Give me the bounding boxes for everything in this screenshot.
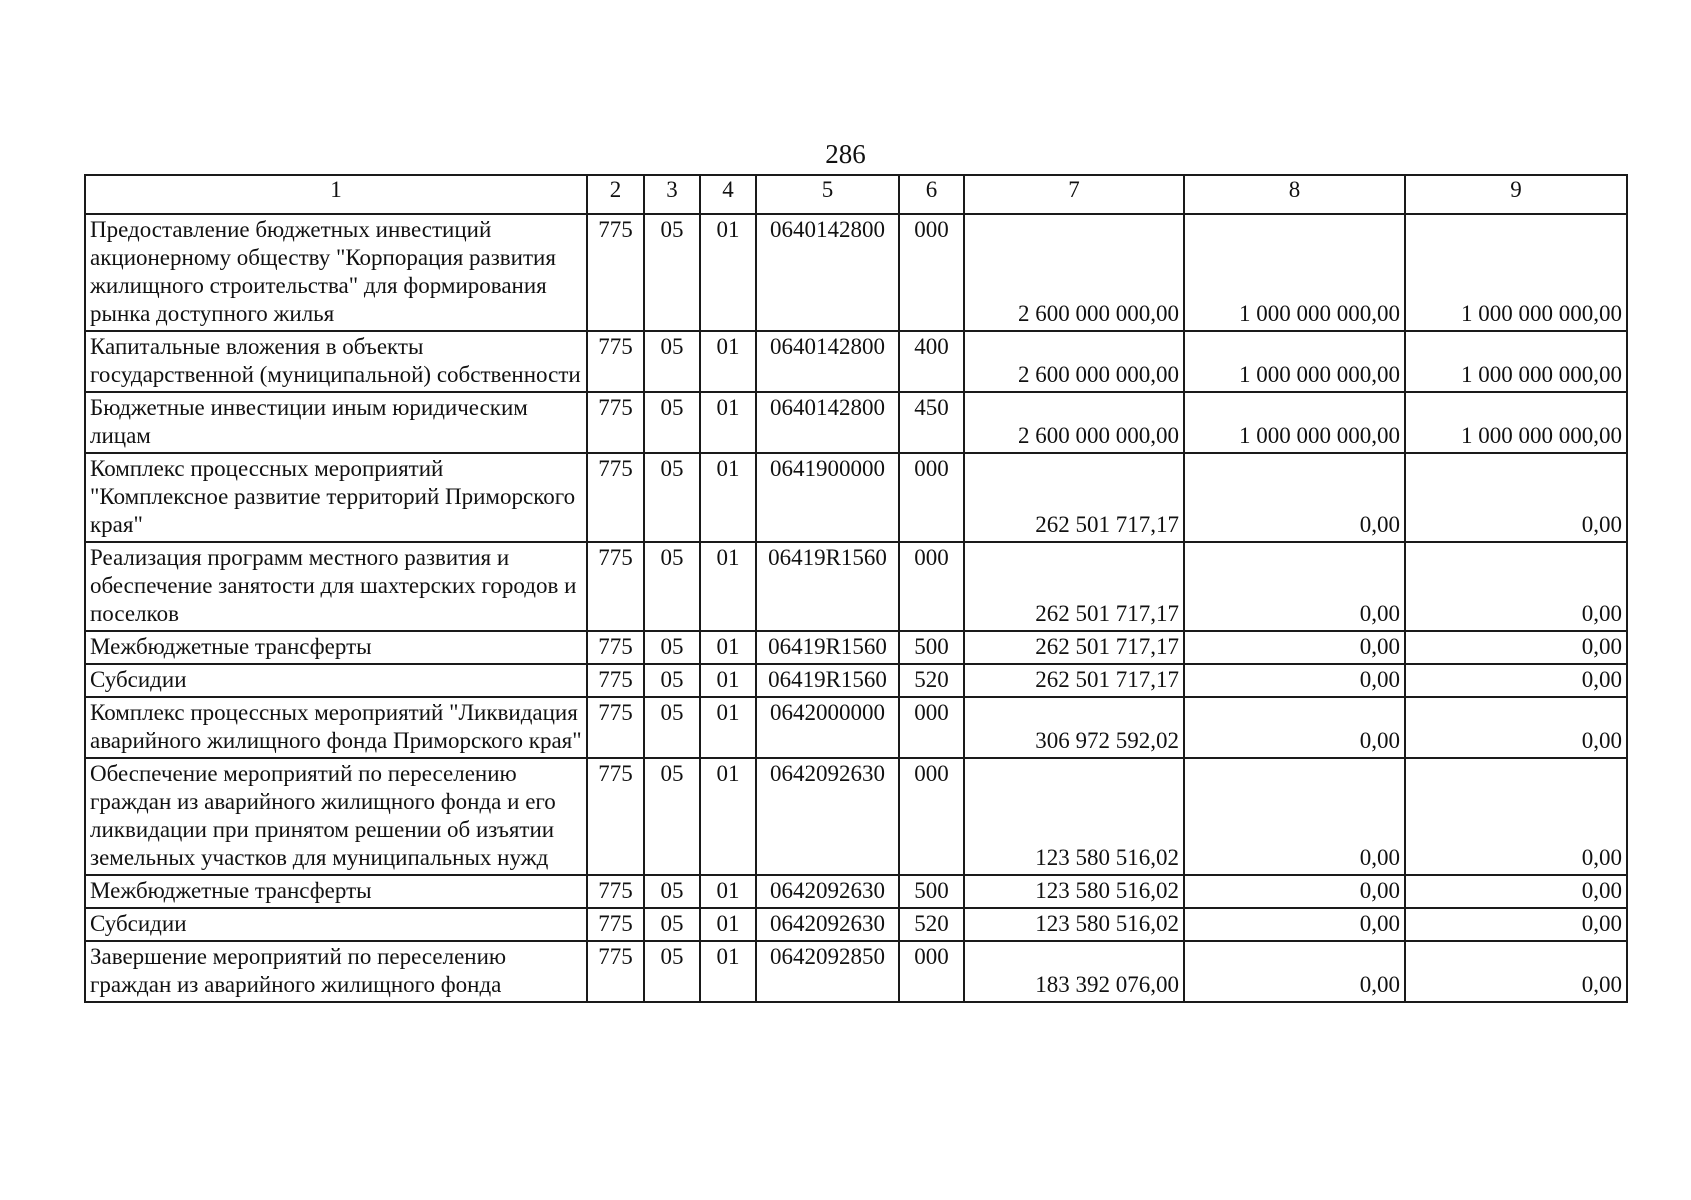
ministry-code: 775: [587, 453, 644, 542]
expense-type-code: 000: [899, 542, 964, 631]
row-description: Межбюджетные трансферты: [85, 631, 587, 664]
header-col-9: 9: [1405, 175, 1627, 214]
row-description: Бюджетные инвестиции иным юридическим лицам: [85, 392, 587, 453]
subsection-code: 01: [700, 631, 756, 664]
amount-col-9: 0,00: [1405, 875, 1627, 908]
header-col-1: 1: [85, 175, 587, 214]
table-row: [85, 392, 1627, 453]
target-article-code: 0641900000: [756, 453, 899, 542]
row-description: Комплекс процессных мероприятий "Ликвидация аварийного жилищного фонда Приморского края": [85, 697, 587, 758]
ministry-code: 775: [587, 392, 644, 453]
table-row: [85, 331, 1627, 392]
row-description: Капитальные вложения в объекты государственной (муниципальной) собственности: [85, 331, 587, 392]
page-number: 286: [825, 139, 866, 169]
row-description: Субсидии: [85, 908, 587, 941]
table-row: [85, 664, 1627, 697]
ministry-code: 775: [587, 214, 644, 331]
section-code: 05: [644, 941, 700, 1002]
expense-type-code: 000: [899, 214, 964, 331]
amount-col-9: 0,00: [1405, 453, 1627, 542]
target-article-code: 06419R1560: [756, 631, 899, 664]
section-code: 05: [644, 542, 700, 631]
amount-col-7: 2 600 000 000,00: [964, 392, 1184, 453]
row-description: Комплекс процессных мероприятий "Комплексное развитие территорий Приморского края": [85, 453, 587, 542]
table-row: [85, 697, 1627, 758]
amount-col-7: 262 501 717,17: [964, 631, 1184, 664]
amount-col-8: 0,00: [1184, 941, 1405, 1002]
amount-col-9: 1 000 000 000,00: [1405, 392, 1627, 453]
section-code: 05: [644, 453, 700, 542]
amount-col-7: 262 501 717,17: [964, 453, 1184, 542]
expense-type-code: 450: [899, 392, 964, 453]
ministry-code: 775: [587, 542, 644, 631]
section-code: 05: [644, 697, 700, 758]
row-description: Обеспечение мероприятий по переселению граждан из аварийного жилищного фонда и его ликвидации при принятом решении об изъятии земельных участков для муниципальных нужд: [85, 758, 587, 875]
subsection-code: 01: [700, 758, 756, 875]
ministry-code: 775: [587, 331, 644, 392]
table-row: [85, 875, 1627, 908]
amount-col-9: 0,00: [1405, 941, 1627, 1002]
amount-col-7: 2 600 000 000,00: [964, 214, 1184, 331]
table-row: [85, 631, 1627, 664]
ministry-code: 775: [587, 664, 644, 697]
table-row: [85, 542, 1627, 631]
header-col-6: 6: [899, 175, 964, 214]
header-col-3: 3: [644, 175, 700, 214]
expense-type-code: 000: [899, 758, 964, 875]
amount-col-9: 1 000 000 000,00: [1405, 214, 1627, 331]
target-article-code: 0642092630: [756, 875, 899, 908]
amount-col-8: 0,00: [1184, 697, 1405, 758]
table-row: [85, 758, 1627, 875]
header-col-5: 5: [756, 175, 899, 214]
subsection-code: 01: [700, 542, 756, 631]
amount-col-7: 123 580 516,02: [964, 875, 1184, 908]
amount-col-7: 183 392 076,00: [964, 941, 1184, 1002]
subsection-code: 01: [700, 697, 756, 758]
table-row: [85, 214, 1627, 331]
amount-col-8: 0,00: [1184, 453, 1405, 542]
ministry-code: 775: [587, 941, 644, 1002]
header-row: [85, 175, 1627, 214]
amount-col-7: 306 972 592,02: [964, 697, 1184, 758]
target-article-code: 06419R1560: [756, 664, 899, 697]
target-article-code: 06419R1560: [756, 542, 899, 631]
target-article-code: 0640142800: [756, 331, 899, 392]
target-article-code: 0642092630: [756, 908, 899, 941]
amount-col-7: 262 501 717,17: [964, 664, 1184, 697]
section-code: 05: [644, 908, 700, 941]
subsection-code: 01: [700, 908, 756, 941]
amount-col-9: 0,00: [1405, 697, 1627, 758]
target-article-code: 0640142800: [756, 214, 899, 331]
section-code: 05: [644, 664, 700, 697]
row-description: Межбюджетные трансферты: [85, 875, 587, 908]
amount-col-8: 1 000 000 000,00: [1184, 331, 1405, 392]
expense-type-code: 520: [899, 664, 964, 697]
table-row: [85, 908, 1627, 941]
expense-type-code: 000: [899, 697, 964, 758]
amount-col-8: 0,00: [1184, 664, 1405, 697]
amount-col-8: 0,00: [1184, 875, 1405, 908]
amount-col-8: 1 000 000 000,00: [1184, 214, 1405, 331]
target-article-code: 0640142800: [756, 392, 899, 453]
target-article-code: 0642092630: [756, 758, 899, 875]
subsection-code: 01: [700, 214, 756, 331]
ministry-code: 775: [587, 697, 644, 758]
subsection-code: 01: [700, 664, 756, 697]
amount-col-7: 123 580 516,02: [964, 758, 1184, 875]
expense-type-code: 000: [899, 453, 964, 542]
amount-col-8: 0,00: [1184, 631, 1405, 664]
section-code: 05: [644, 758, 700, 875]
subsection-code: 01: [700, 392, 756, 453]
header-col-8: 8: [1184, 175, 1405, 214]
expense-type-code: 500: [899, 631, 964, 664]
target-article-code: 0642000000: [756, 697, 899, 758]
ministry-code: 775: [587, 758, 644, 875]
row-description: Реализация программ местного развития и обеспечение занятости для шахтерских городов и поселков: [85, 542, 587, 631]
ministry-code: 775: [587, 908, 644, 941]
expense-type-code: 400: [899, 331, 964, 392]
expense-type-code: 500: [899, 875, 964, 908]
amount-col-9: 1 000 000 000,00: [1405, 331, 1627, 392]
subsection-code: 01: [700, 875, 756, 908]
row-description: Предоставление бюджетных инвестиций акционерному обществу "Корпорация развития жилищного строительства" для формирования рынка доступного жилья: [85, 214, 587, 331]
amount-col-9: 0,00: [1405, 908, 1627, 941]
expense-type-code: 000: [899, 941, 964, 1002]
row-description: Субсидии: [85, 664, 587, 697]
target-article-code: 0642092850: [756, 941, 899, 1002]
amount-col-8: 1 000 000 000,00: [1184, 392, 1405, 453]
ministry-code: 775: [587, 875, 644, 908]
amount-col-9: 0,00: [1405, 631, 1627, 664]
header-col-7: 7: [964, 175, 1184, 214]
subsection-code: 01: [700, 941, 756, 1002]
amount-col-7: 123 580 516,02: [964, 908, 1184, 941]
amount-col-8: 0,00: [1184, 908, 1405, 941]
amount-col-8: 0,00: [1184, 542, 1405, 631]
section-code: 05: [644, 875, 700, 908]
header-col-4: 4: [700, 175, 756, 214]
section-code: 05: [644, 331, 700, 392]
subsection-code: 01: [700, 331, 756, 392]
table-row: [85, 453, 1627, 542]
section-code: 05: [644, 631, 700, 664]
section-code: 05: [644, 392, 700, 453]
expense-type-code: 520: [899, 908, 964, 941]
budget-table: [84, 174, 1628, 1003]
subsection-code: 01: [700, 453, 756, 542]
amount-col-9: 0,00: [1405, 542, 1627, 631]
row-description: Завершение мероприятий по переселению граждан из аварийного жилищного фонда: [85, 941, 587, 1002]
amount-col-9: 0,00: [1405, 758, 1627, 875]
amount-col-7: 262 501 717,17: [964, 542, 1184, 631]
section-code: 05: [644, 214, 700, 331]
amount-col-9: 0,00: [1405, 664, 1627, 697]
header-col-2: 2: [587, 175, 644, 214]
ministry-code: 775: [587, 631, 644, 664]
amount-col-8: 0,00: [1184, 758, 1405, 875]
amount-col-7: 2 600 000 000,00: [964, 331, 1184, 392]
table-row: [85, 941, 1627, 1002]
